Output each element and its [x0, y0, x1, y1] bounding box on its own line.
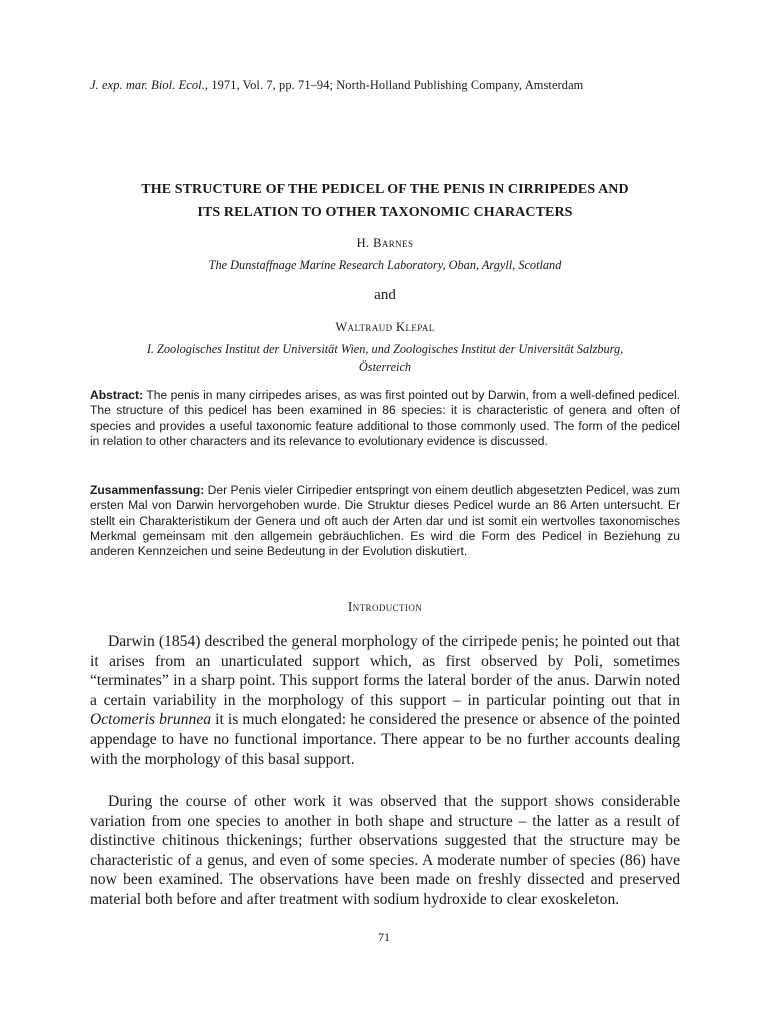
author-conjunction: and — [374, 287, 396, 303]
introduction-paragraph-1 — [90, 632, 680, 769]
journal-citation — [90, 78, 680, 93]
section-heading-introduction: Introduction — [347, 599, 423, 614]
abstract-label: Abstract: — [90, 388, 144, 402]
author-2-name: Waltraud Klepal — [335, 320, 435, 334]
species-name-italic: Octomeris brunnea — [90, 711, 212, 729]
author-1-affiliation: The Dunstaffnage Marine Research Laboratory, Oban, Argyll, Scotland — [208, 258, 562, 272]
abstract-text: The penis in many cirripedes arises, as was first pointed out by Darwin, from a well-defined pedicel. The structure of this pedicel has been examined in 86 species: it is characteristic of genera and often of species and provides a useful taxonomic feature additional to those commonly used. The form of the pedicel in relation to other characters and its relevance to evolutionary evidence is discussed. — [90, 388, 680, 448]
paragraph-1-text-a: Darwin (1854) described the general morphology of the cirripede penis; he pointed out that it arises from an unarticulated support which, as first observed by Poli, sometimes “terminates” in a sharp point. This support forms the lateral border of the anus. Darwin noted a certain variability in the morphology of this support – in particular pointing out that in — [90, 633, 680, 709]
journal-name: J. exp. mar. Biol. Ecol. — [90, 78, 205, 92]
introduction-paragraph-2: During the course of other work it was observed that the support shows considerable variation from one species to another in both shape and structure – the latter as a result of distinctive chitinous thickenings; further observations suggested that the structure may be characteristic of a genus, and even of some species. A moderate number of species (86) have now been examined. The observations have been made on freshly dissected and preserved material both before and after treatment with sodium hydroxide to clear exoskeleton. — [90, 793, 680, 908]
author-1-name: H. Barnes — [356, 236, 414, 250]
zusammenfassung-label: Zusammenfassung: — [90, 483, 205, 497]
paper-title-line-2: ITS RELATION TO OTHER TAXONOMIC CHARACTERS — [197, 205, 573, 220]
author-2-affiliation — [88, 340, 682, 376]
abstract-english — [90, 388, 680, 449]
citation-details: , 1971, Vol. 7, pp. 71–94; North-Holland Publishing Company, Amsterdam — [204, 78, 584, 92]
author-2-affiliation-line-1: I. Zoologisches Institut der Universität Wien, und Zoologisches Institut der Universität Salzburg, — [146, 342, 624, 356]
abstract-german — [90, 483, 680, 559]
author-2-affiliation-line-2: Österreich — [358, 360, 412, 374]
paragraph-1-text-b: it is much elongated: he considered the presence or absence of the pointed appendage to have no functional importance. There appear to be no further accounts dealing with the morphology of this basal support. — [90, 711, 681, 768]
paper-title-line-1: THE STRUCTURE OF THE PEDICEL OF THE PENIS IN CIRRIPEDES AND — [141, 182, 629, 197]
paper-title — [88, 178, 682, 224]
zusammenfassung-text: Der Penis vieler Cirripedier entspringt von einem deutlich abgesetzten Pedicel, was zum ersten Mal von Darwin hervorgehoben wurde. Die Struktur dieses Pedicel wurde an 86 Arten untersucht. Er stellt ein Charakteristikum der Genera und oft auch der Arten dar und ist somit ein wertvolles taxonomisches Merkmal gemeinsam mit den allgemein gebräuchlichen. Es wird die Form des Pedicel in Beziehung zu anderen Kennzeichen und seine Bedeutung in der Evolution diskutiert. — [90, 483, 680, 559]
page-number: 71 — [378, 930, 390, 944]
